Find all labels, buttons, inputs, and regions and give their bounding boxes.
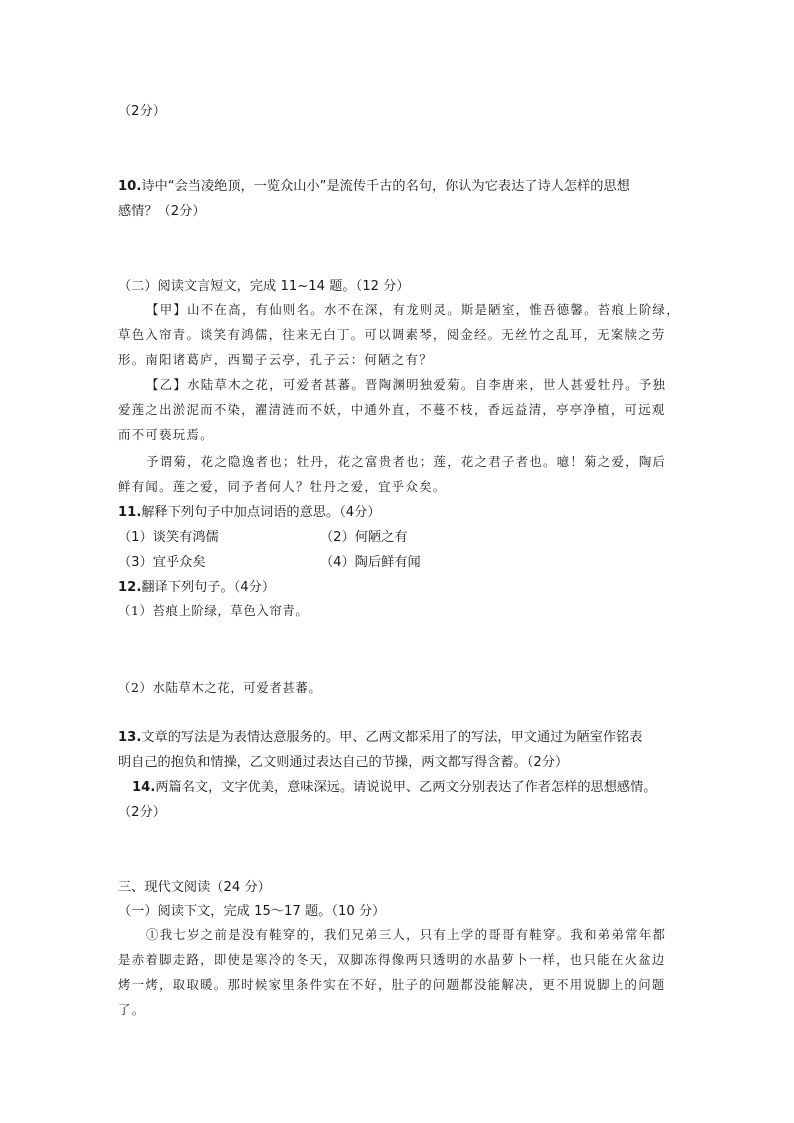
paragraph-1-line-1: ①我七岁之前是没有鞋穿的，我们兄弟三人，只有上学的哥哥有鞋穿。我和弟弟常年都 <box>146 927 667 942</box>
passage-jia-line-2: 草色入帘青。谈笑有鸿儒，往来无白丁。可以调素琴，阅金经。无丝竹之乱耳，无案牍之劳 <box>118 327 666 342</box>
question-11-item-4: （4）陶后鲜有闻 <box>320 555 421 570</box>
question-11-item-1: （1）谈笑有鸿儒 <box>118 530 219 545</box>
question-14-line-2: （2分） <box>118 805 166 820</box>
question-11 <box>118 501 381 520</box>
section-3-title: 三、现代文阅读（24 分） <box>118 880 271 895</box>
question-10-line-1 <box>118 175 630 194</box>
question-13-line-1 <box>118 726 643 745</box>
question-text: 文章的写法是为表情达意服务的。甲、乙两文都采用了的写法，甲文通过为陋室作铭表 <box>141 730 643 745</box>
question-number: 13. <box>118 730 142 745</box>
paragraph-1-line-4: 了。 <box>118 1002 146 1017</box>
question-number: 14. <box>132 780 156 795</box>
question-11-item-3: （3）宜乎众矣 <box>118 555 206 570</box>
question-11-item-2: （2）何陋之有 <box>320 530 408 545</box>
passage-yi-line-3: 而不可亵玩焉。 <box>118 427 214 442</box>
question-number: 11. <box>118 505 142 520</box>
paragraph-1-line-2: 是赤着脚走路，即使是寒冷的冬天，双脚冻得像两只透明的水晶萝卜一样，也只能在火盆边 <box>118 952 666 967</box>
passage-jia-line-3: 形。南阳诸葛庐，西蜀子云亭，孔子云：何陋之有？ <box>118 352 433 367</box>
question-12 <box>118 576 275 595</box>
question-text: 两篇名文，文字优美，意味深远。请说说甲、乙两文分别表达了作者怎样的思想感情。 <box>155 780 657 795</box>
paragraph-1-line-3: 烤一烤，取取暖。那时候家里条件实在不好，肚子的问题都没能解决，更不用说脚上的问题 <box>118 977 666 992</box>
question-12-item-1 <box>118 601 308 619</box>
question-10-line-2: 感情？（2分） <box>118 204 206 219</box>
score-note: （2分） <box>118 104 166 119</box>
question-12-item-2 <box>118 678 321 696</box>
passage-yi-line-5: 鲜有闻。莲之爱，同予者何人？牡丹之爱，宜乎众矣。 <box>118 479 447 494</box>
question-14-line-1 <box>132 776 657 795</box>
question-number: 10. <box>118 179 142 194</box>
passage-yi-line-2: 爱莲之出淤泥而不染，濯清涟而不妖，中通外直，不蔓不枝，香远益清，亭亭净植，可远观 <box>118 402 666 417</box>
question-number: 12. <box>118 580 142 595</box>
item-text: （1）苔痕上阶绿，草色入帘青。 <box>118 603 309 618</box>
question-text: 诗中“会当凌绝顶，一览众山小”是流传千古的名句，你认为它表达了诗人怎样的思想 <box>141 179 630 194</box>
question-text: 翻译下列句子。（4分） <box>141 580 276 595</box>
question-13-line-2: 明自己的抱负和情操，乙文则通过表达自己的节操，两文都写得含蓄。（2分） <box>118 755 569 770</box>
section-3-subtitle: （一）阅读下文，完成 15～17 题。（10 分） <box>118 904 386 919</box>
passage-jia-line-1: 【甲】山不在高，有仙则名。水不在深，有龙则灵。斯是陋室，惟吾德馨。苔痕上阶绿， <box>146 302 680 317</box>
passage-yi-line-1: 【乙】水陆草木之花，可爱者甚蕃。晋陶渊明独爱菊。自李唐来，世人甚爱牡丹。予独 <box>146 377 667 392</box>
section-2-title: （二）阅读文言短文，完成 11~14 题。（12 分） <box>118 279 410 294</box>
passage-yi-line-4: 予谓菊，花之隐逸者也；牡丹，花之富贵者也；莲，花之君子者也。噫！菊之爱，陶后 <box>146 454 667 469</box>
item-text: （2）水陆草木之花，可爱者甚蕃。 <box>118 680 322 695</box>
question-text: 解释下列句子中加点词语的意思。（4分） <box>141 505 381 520</box>
